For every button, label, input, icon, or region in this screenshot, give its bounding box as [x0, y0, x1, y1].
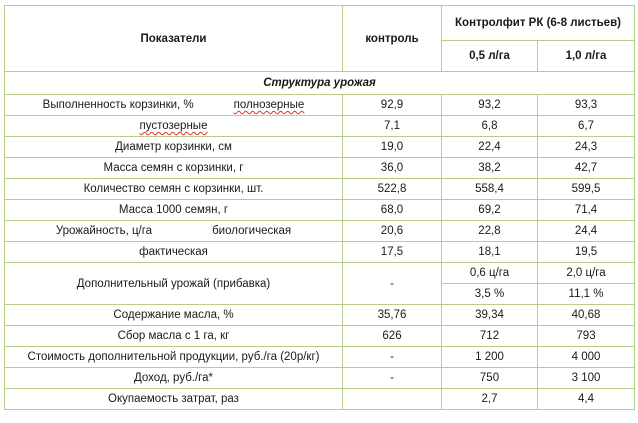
cell-dose-1: 6,8	[442, 116, 538, 137]
row-label: Содержание масла, %	[5, 305, 343, 326]
cell-dose-1-absolute: 0,6 ц/га	[442, 263, 538, 284]
row-label	[5, 95, 343, 116]
row-label: Масса семян с корзинки, г	[5, 158, 343, 179]
header-indicator: Показатели	[5, 6, 343, 72]
cell-control: -	[343, 263, 442, 305]
row-label: Диаметр корзинки, см	[5, 137, 343, 158]
cell-control: 92,9	[343, 95, 442, 116]
table-row	[5, 137, 635, 158]
cell-control: 7,1	[343, 116, 442, 137]
table-row	[5, 221, 635, 242]
table-row	[5, 179, 635, 200]
row-sublabel: биологическая	[212, 225, 292, 237]
table-row	[5, 95, 635, 116]
cell-dose-1: 18,1	[442, 242, 538, 263]
table-row	[5, 242, 635, 263]
cell-control: 20,6	[343, 221, 442, 242]
row-label: Доход, руб./га*	[5, 368, 343, 389]
row-label: Дополнительный урожай (прибавка)	[5, 263, 343, 305]
table-row	[5, 263, 635, 284]
cell-dose-1: 712	[442, 326, 538, 347]
cell-control: 522,8	[343, 179, 442, 200]
cell-control: 35,76	[343, 305, 442, 326]
cell-dose-1: 558,4	[442, 179, 538, 200]
cell-dose-2: 599,5	[538, 179, 635, 200]
table-row	[5, 368, 635, 389]
cell-dose-2: 19,5	[538, 242, 635, 263]
cell-dose-1-percent: 3,5 %	[442, 284, 538, 305]
cell-control: 36,0	[343, 158, 442, 179]
cell-control: -	[343, 368, 442, 389]
row-label-main: Выполненность корзинки, %	[42, 99, 194, 111]
cell-dose-2: 24,4	[538, 221, 635, 242]
cell-dose-2: 793	[538, 326, 635, 347]
row-label: Масса 1000 семян, г	[5, 200, 343, 221]
cell-dose-2: 93,3	[538, 95, 635, 116]
cell-dose-1: 750	[442, 368, 538, 389]
row-label: Окупаемость затрат, раз	[5, 389, 343, 410]
section-title: Структура урожая	[5, 72, 635, 95]
table-row	[5, 158, 635, 179]
cell-dose-2: 6,7	[538, 116, 635, 137]
row-label: Количество семян с корзинки, шт.	[5, 179, 343, 200]
cell-dose-1: 22,8	[442, 221, 538, 242]
cell-dose-2: 71,4	[538, 200, 635, 221]
header-dose-1: 0,5 л/га	[442, 41, 538, 72]
row-label: Стоимость дополнительной продукции, руб./га (20р/кг)	[5, 347, 343, 368]
row-label-main: пустозерные	[139, 120, 208, 132]
cell-dose-1: 39,34	[442, 305, 538, 326]
header-dose-2: 1,0 л/га	[538, 41, 635, 72]
cell-dose-1: 69,2	[442, 200, 538, 221]
cell-dose-1: 1 200	[442, 347, 538, 368]
cell-dose-2: 42,7	[538, 158, 635, 179]
row-label: Сбор масла с 1 га, кг	[5, 326, 343, 347]
cell-dose-2: 24,3	[538, 137, 635, 158]
table-row	[5, 389, 635, 410]
cell-control: 17,5	[343, 242, 442, 263]
row-label-main: Урожайность, ц/га	[55, 225, 153, 237]
cell-dose-1: 38,2	[442, 158, 538, 179]
cell-control: -	[343, 347, 442, 368]
header-treatment: Контролфит РК (6-8 листьев)	[442, 6, 635, 41]
cell-dose-1: 22,4	[442, 137, 538, 158]
row-label: фактическая	[5, 242, 343, 263]
row-label	[5, 221, 343, 242]
cell-dose-2: 3 100	[538, 368, 635, 389]
table-row	[5, 200, 635, 221]
cell-dose-2: 4,4	[538, 389, 635, 410]
cell-control: 19,0	[343, 137, 442, 158]
row-sublabel: полнозерные	[233, 99, 305, 111]
table-row	[5, 326, 635, 347]
table-row	[5, 116, 635, 137]
cell-dose-2: 4 000	[538, 347, 635, 368]
cell-dose-1: 93,2	[442, 95, 538, 116]
cell-control	[343, 389, 442, 410]
header-control: контроль	[343, 6, 442, 72]
cell-dose-1: 2,7	[442, 389, 538, 410]
cell-dose-2-absolute: 2,0 ц/га	[538, 263, 635, 284]
table-row	[5, 305, 635, 326]
cell-control: 68,0	[343, 200, 442, 221]
yield-structure-table	[4, 5, 635, 410]
table-row	[5, 347, 635, 368]
cell-dose-2: 40,68	[538, 305, 635, 326]
row-label	[5, 116, 343, 137]
cell-control: 626	[343, 326, 442, 347]
cell-dose-2-percent: 11,1 %	[538, 284, 635, 305]
